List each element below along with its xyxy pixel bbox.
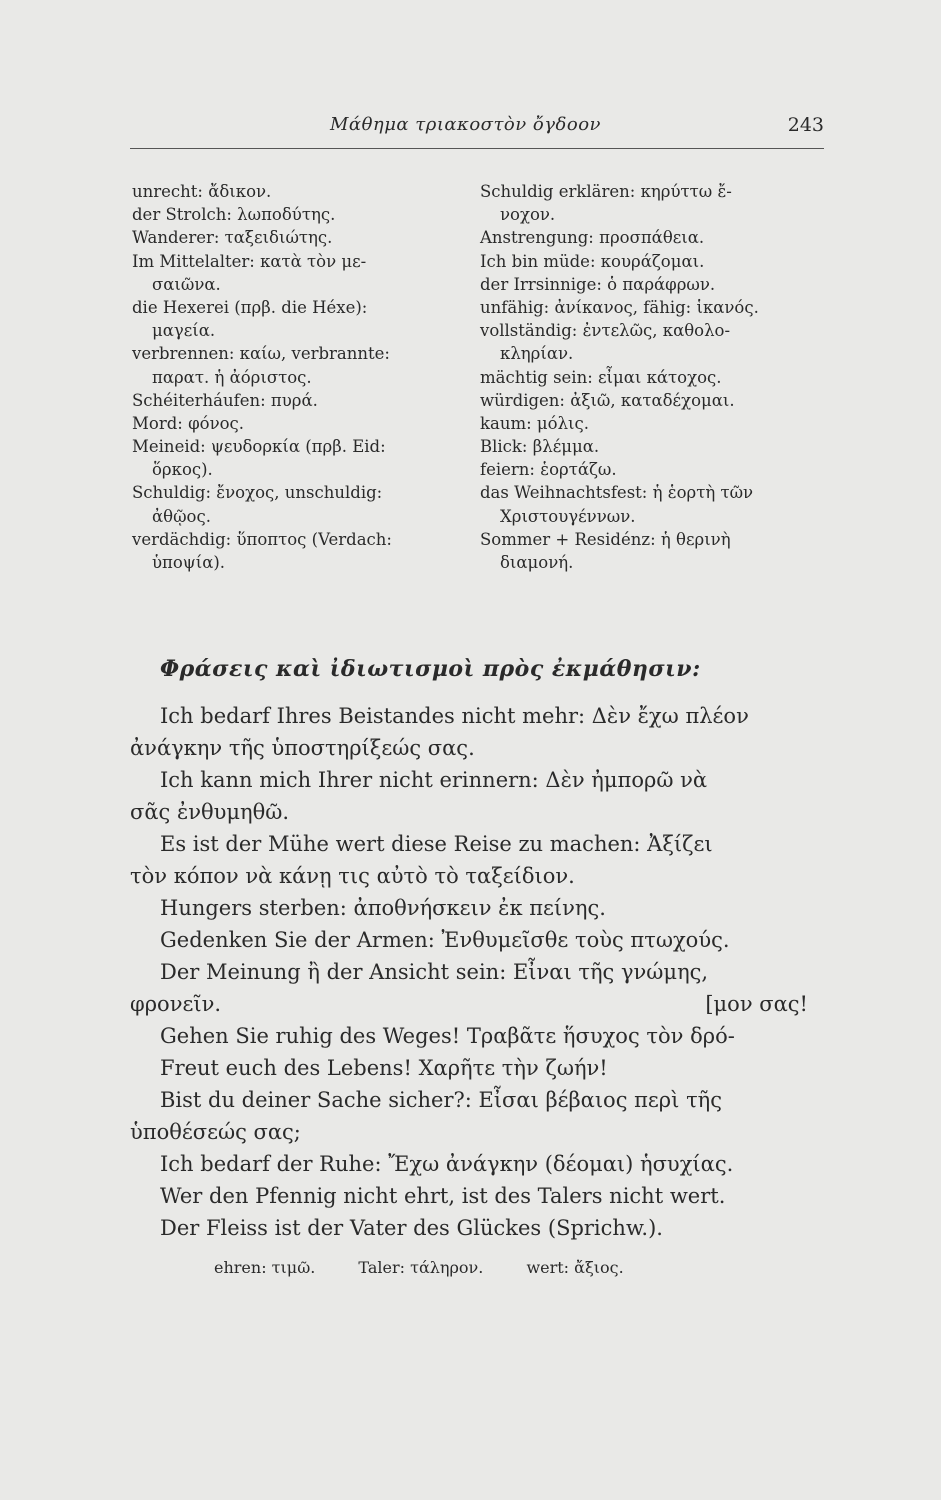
vocab-line: Wanderer: ταξειδιώτης. xyxy=(132,228,333,248)
phrase-line: Hungers sterben: ἀποθνήσκειν ἐκ πείνης. xyxy=(160,896,606,920)
vocab-line: μαγεία. xyxy=(152,321,216,341)
vocab-line: kaum: μόλις. xyxy=(480,413,589,433)
phrase-line: Wer den Pfennig nicht ehrt, ist des Talers nicht wert. xyxy=(160,1184,726,1208)
phrase-line: Der Fleiss ist der Vater des Glückes (Sprichw.). xyxy=(160,1216,663,1240)
phrase-line: Gehen Sie ruhig des Weges! Τραβᾶτε ἥσυχος τὸν δρό- xyxy=(160,1024,735,1048)
phrase-line: Freut euch des Lebens! Χαρῆτε τὴν ζωήν! xyxy=(160,1056,608,1080)
vocab-line: Ich bin müde: κουράζομαι. xyxy=(480,251,705,271)
vocab-line: Im Mittelalter: κατὰ τὸν με- xyxy=(132,251,367,271)
vocabulary-column-left xyxy=(132,180,472,574)
phrase-text: φρονεῖν. xyxy=(130,992,222,1016)
footnote-vocabulary xyxy=(214,1258,662,1277)
vocab-line: ὑποψία). xyxy=(152,553,226,572)
vocab-line: mächtig sein: εἶμαι κάτοχος. xyxy=(480,367,722,387)
phrase-line: ὑποθέσεώς σας; xyxy=(130,1120,301,1144)
section-heading: Φράσεις καὶ ἰδιωτισμοὶ πρὸς ἐκμάθησιν: xyxy=(160,656,701,682)
phrase-line: Gedenken Sie der Armen: Ἐνθυμεῖσθε τοὺς πτωχούς. xyxy=(160,928,730,952)
vocab-line: Mord: φόνος. xyxy=(132,413,245,433)
page-header xyxy=(130,114,824,149)
vocab-line: Schuldig erklären: κηρύττω ἔ- xyxy=(480,182,732,201)
vocab-line: διαμονή. xyxy=(500,553,574,572)
footnote-item: wert: ἄξιος. xyxy=(526,1258,624,1277)
vocab-line: verdächdig: ὕποπτος (Verdach: xyxy=(132,529,392,549)
phrase-line: σᾶς ἐνθυμηθῶ. xyxy=(130,800,290,824)
vocab-line: Χριστουγέννων. xyxy=(500,506,636,526)
vocab-line: παρατ. ἡ ἀόριστος. xyxy=(152,367,312,387)
vocab-line: Sommer + Residénz: ἡ θερινὴ xyxy=(480,529,731,549)
phrase-line: Bist du deiner Sache sicher?: Εἶσαι βέβαιος περὶ τῆς xyxy=(160,1088,723,1112)
phrase-line: Ich bedarf der Ruhe: Ἔχω ἀνάγκην (δέομαι) ἡσυχίας. xyxy=(160,1152,734,1176)
phrase-continuation-fragment: [μον σας! xyxy=(705,992,808,1016)
vocab-line: νοχον. xyxy=(500,205,556,225)
phrase-line: Ich kann mich Ihrer nicht erinnern: Δὲν ἠμπορῶ νὰ xyxy=(160,768,708,792)
vocabulary-column-right xyxy=(480,180,830,574)
running-title: Μάθημα τριακοστὸν ὄγδοον xyxy=(330,114,601,135)
vocab-line: die Hexerei (πρβ. die Héxe): xyxy=(132,297,368,317)
vocab-line: würdigen: ἀξιῶ, καταδέχομαι. xyxy=(480,390,735,410)
vocab-line: der Strolch: λωποδύτης. xyxy=(132,205,336,225)
vocab-line: Schuldig: ἔνοχος, unschuldig: xyxy=(132,483,383,503)
vocab-line: vollständig: ἐντελῶς, καθολο- xyxy=(480,321,731,341)
vocab-line: unfähig: ἀνίκανος, fähig: ἱκανός. xyxy=(480,297,759,317)
vocab-line: das Weihnachtsfest: ἡ ἑορτὴ τῶν xyxy=(480,483,754,503)
vocab-line: der Irrsinnige: ὁ παράφρων. xyxy=(480,274,716,294)
footnote-item: ehren: τιμῶ. xyxy=(214,1258,316,1277)
vocab-line: Blick: βλέμμα. xyxy=(480,437,600,457)
phrase-line: τὸν κόπον νὰ κάνῃ τις αὐτὸ τὸ ταξείδιον. xyxy=(130,864,575,888)
page-number: 243 xyxy=(787,114,824,136)
vocab-line: Meineid: ψευδορκία (πρβ. Eid: xyxy=(132,437,386,457)
phrase-line: Der Meinung ἢ der Ansicht sein: Εἶναι τῆς γνώμης, xyxy=(160,960,709,984)
vocab-line: σαιῶνα. xyxy=(152,274,221,294)
vocab-line: feiern: ἑορτάζω. xyxy=(480,460,617,480)
vocab-line: ἀθῷος. xyxy=(152,506,211,526)
vocab-line: ὅρκος). xyxy=(152,460,213,480)
vocab-line: Schéiterháufen: πυρά. xyxy=(132,390,318,410)
vocabulary-list xyxy=(130,180,830,650)
vocab-line: Anstrengung: προσπάθεια. xyxy=(480,228,705,248)
vocab-line: unrecht: ἄδικον. xyxy=(132,182,272,201)
phrase-line-with-fragment xyxy=(130,988,820,1020)
phrase-line: ἀνάγκην τῆς ὑποστηρίξεώς σας. xyxy=(130,736,475,760)
footnote-item: Taler: τάληρον. xyxy=(358,1258,484,1277)
phrases-list xyxy=(130,700,820,1244)
phrase-line: Ich bedarf Ihres Beistandes nicht mehr: Δὲν ἔχω πλέον xyxy=(160,704,749,728)
phrase-line: Es ist der Mühe wert diese Reise zu machen: Ἀξίζει xyxy=(160,832,713,856)
vocab-line: κληρίαν. xyxy=(500,344,574,364)
vocab-line: verbrennen: καίω, verbrannte: xyxy=(132,344,390,364)
